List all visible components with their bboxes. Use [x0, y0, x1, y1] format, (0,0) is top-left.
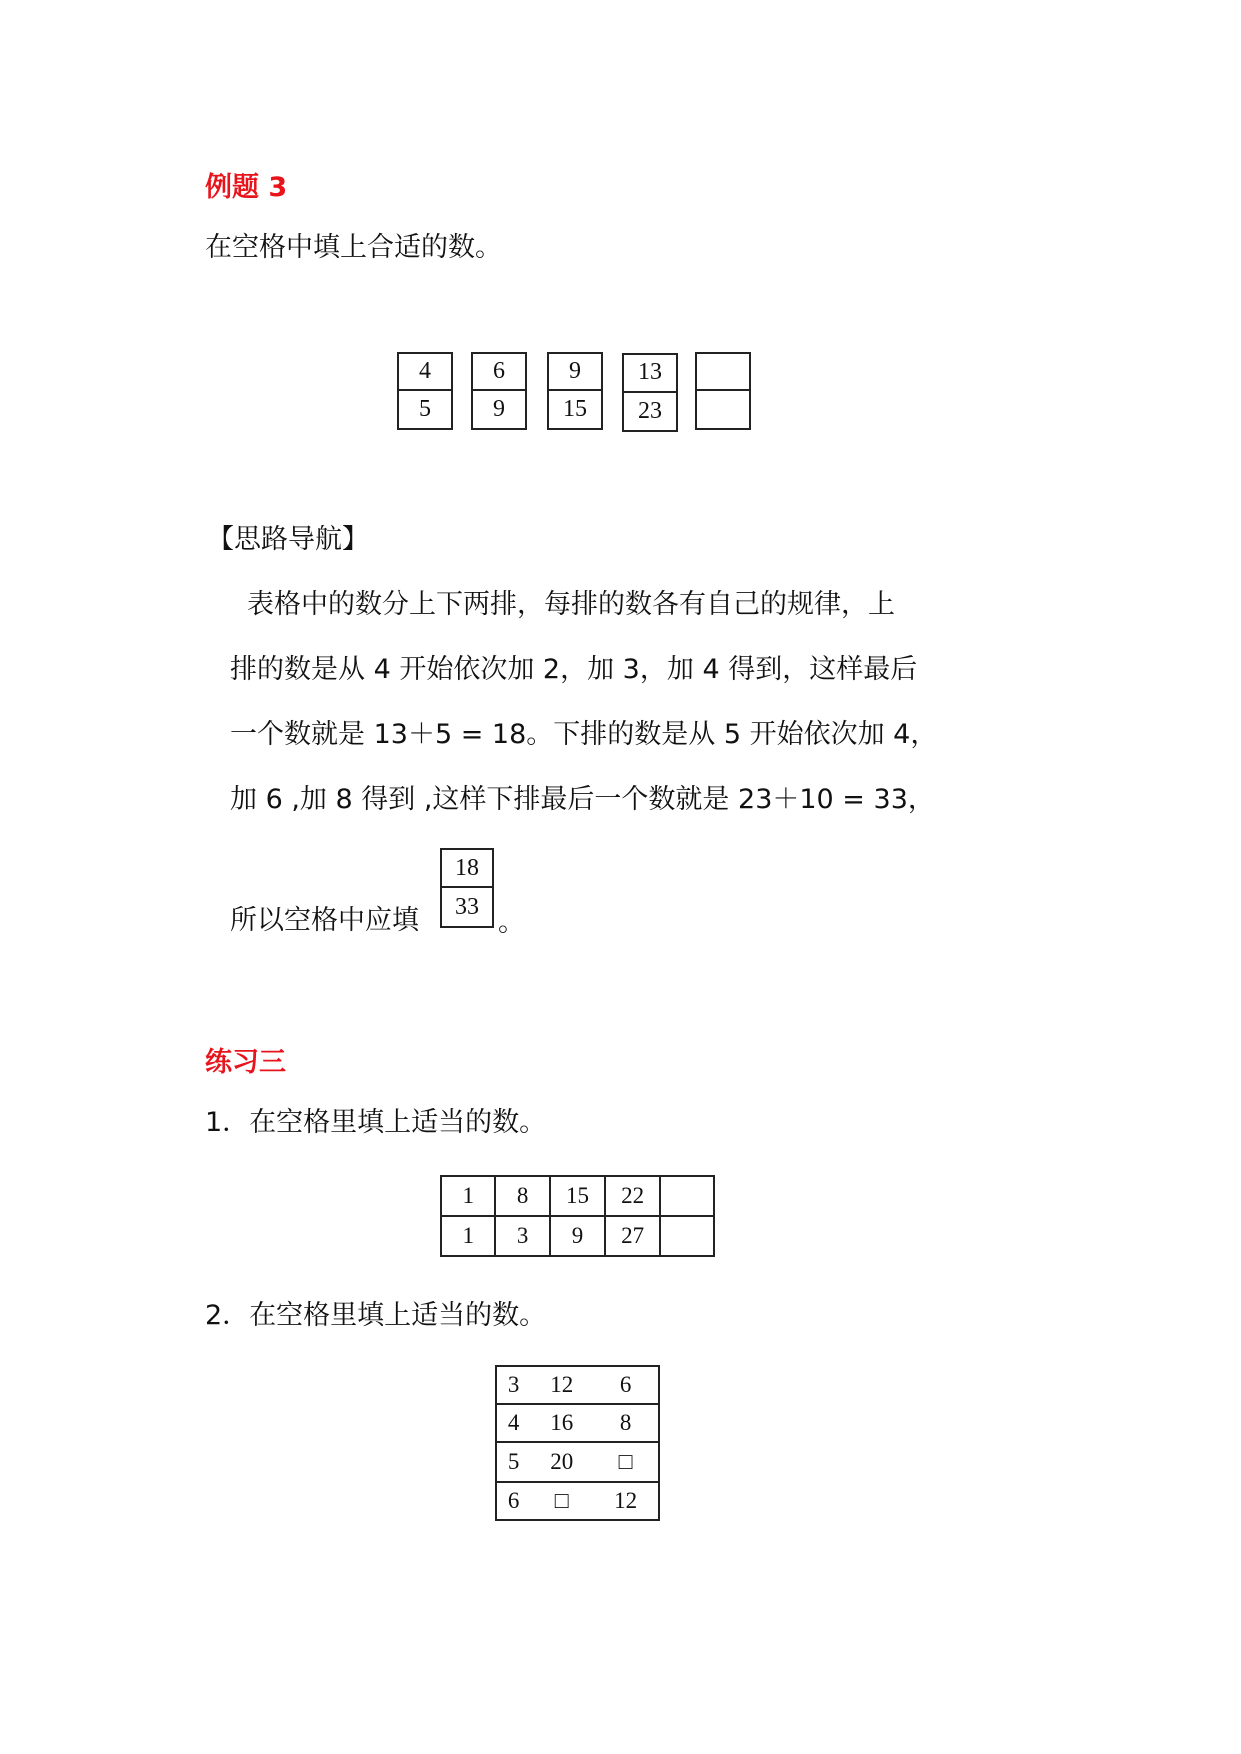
table-cell: 22: [605, 1176, 660, 1216]
table-cell: 8: [495, 1176, 549, 1216]
table-cell: 6: [496, 1482, 530, 1520]
practice-q1-table: [440, 1175, 715, 1257]
pair-1-bottom: 5: [419, 396, 431, 422]
table-cell: 9: [550, 1216, 605, 1256]
example-question: 在空格中填上合适的数。: [205, 232, 502, 263]
table-cell: 15: [550, 1176, 605, 1216]
table-cell: 12: [530, 1366, 593, 1404]
analysis-answer-prefix: 所以空格中应填: [230, 905, 419, 936]
analysis-line-4: 加 6 ,加 8 得到 ,这样下排最后一个数就是 23＋10 = 33，: [230, 784, 935, 815]
answer-pair-box: [440, 848, 494, 928]
table-cell: 4: [496, 1404, 530, 1442]
pair-2-bottom: 9: [493, 396, 505, 422]
table-cell: 1: [441, 1216, 495, 1256]
pair-2-top: 6: [473, 354, 525, 391]
pair-box-5-blank: [695, 352, 751, 430]
pair-4-top: 13: [624, 355, 676, 393]
pair-box-2: [471, 352, 527, 430]
pair-4-bottom: 23: [638, 397, 662, 424]
table-cell-blank-square: □: [530, 1482, 593, 1520]
table-cell: 6: [593, 1366, 659, 1404]
table-cell: 3: [495, 1216, 549, 1256]
analysis-line-2: 排的数是从 4 开始依次加 2，加 3，加 4 得到，这样最后: [230, 654, 918, 685]
pair-5-top: [697, 354, 749, 391]
table-cell: 20: [530, 1442, 593, 1482]
table-cell: 1: [441, 1176, 495, 1216]
pair-5-bottom: [697, 391, 749, 428]
pair-3-top: 9: [549, 354, 601, 391]
practice-q1-text: 1．在空格里填上适当的数。: [205, 1107, 547, 1138]
example-title: 例题 3: [205, 172, 288, 203]
table-cell-blank: [660, 1216, 714, 1256]
answer-bottom: 33: [455, 893, 479, 920]
practice-q2-table: [495, 1365, 660, 1521]
pair-box-1: [397, 352, 453, 430]
analysis-line-3: 一个数就是 13＋5 = 18。下排的数是从 5 开始依次加 4，: [230, 719, 938, 750]
table-cell: 3: [496, 1366, 530, 1404]
practice-title: 练习三: [205, 1047, 286, 1078]
analysis-heading: 【思路导航】: [207, 524, 369, 555]
analysis-answer-suffix: 。: [498, 907, 525, 938]
table-cell: 12: [593, 1482, 659, 1520]
table-cell-blank-square: □: [593, 1442, 659, 1482]
table-cell: 8: [593, 1404, 659, 1442]
table-cell-blank: [660, 1176, 714, 1216]
answer-top: 18: [442, 850, 492, 888]
pair-box-3: [547, 352, 603, 430]
pair-1-top: 4: [399, 354, 451, 391]
pair-box-4: [622, 353, 678, 432]
table-cell: 27: [605, 1216, 660, 1256]
practice-q2-text: 2．在空格里填上适当的数。: [205, 1300, 547, 1331]
analysis-line-1: 表格中的数分上下两排，每排的数各有自己的规律，上: [247, 589, 895, 620]
table-cell: 5: [496, 1442, 530, 1482]
pair-3-bottom: 15: [563, 396, 587, 422]
table-cell: 16: [530, 1404, 593, 1442]
